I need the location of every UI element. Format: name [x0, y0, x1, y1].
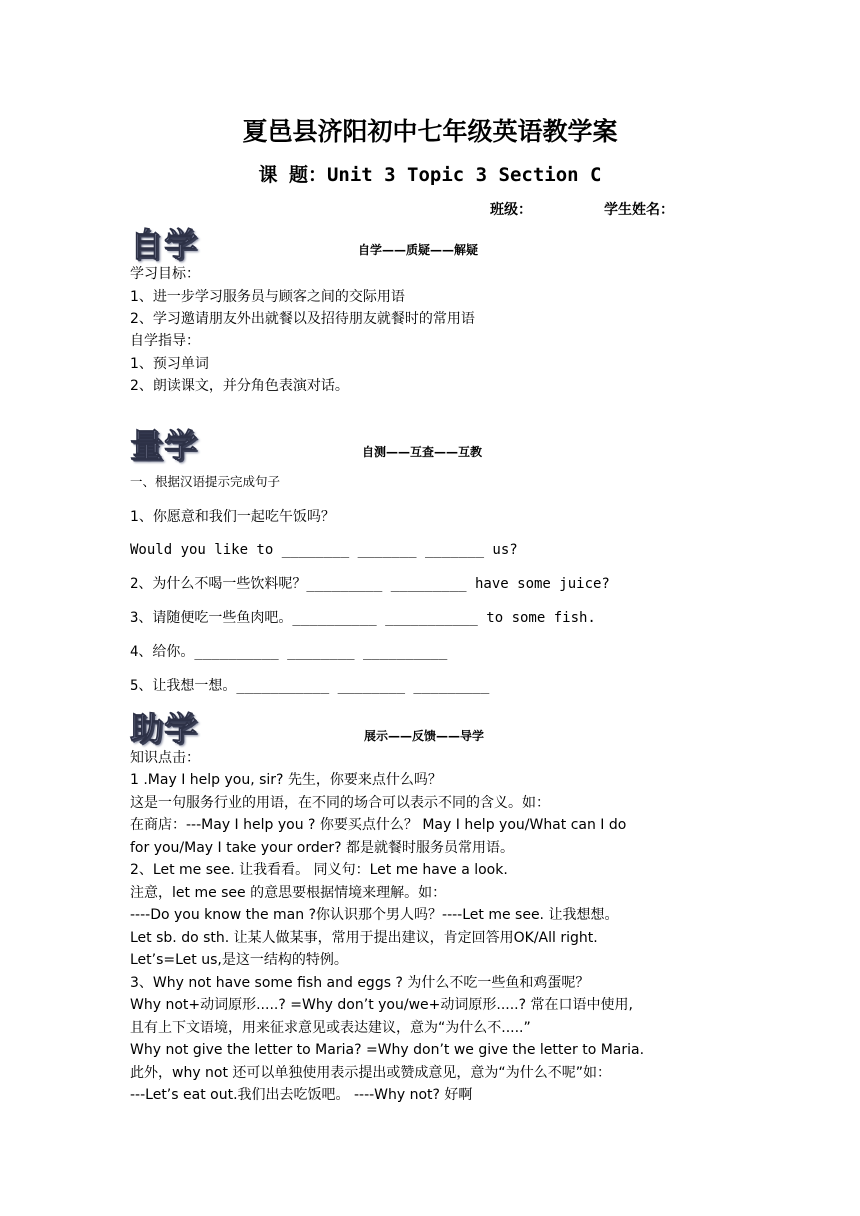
paragraph-line: 注意，let me see 的意思要根据情境来理解。如： — [130, 885, 447, 901]
exercise-item: 5、让我想一想。___________ ________ _________ — [130, 678, 490, 694]
paragraph-line: 3、Why not have some fish and eggs ? 为什么不吃一些鱼和鸡蛋呢？ — [130, 975, 590, 991]
paragraph-line: ----Do you know the man ?你认识那个男人吗？----Let me see. 让我想想。 — [130, 907, 619, 923]
paragraph-line: 1、进一步学习服务员与顾客之间的交际用语 — [130, 289, 405, 305]
exercise-item: 4、给你。__________ ________ __________ — [130, 644, 448, 660]
paragraph-line: Why not give the letter to Maria? =Why don’t we give the letter to Maria. — [130, 1042, 645, 1058]
self-test-badge: 量学 — [130, 426, 198, 465]
class-label: 班级： — [490, 202, 532, 218]
exercise-item: Would you like to ________ _______ _______ us? — [130, 542, 518, 558]
paragraph-line: 在商店：---May I help you ? 你要买点什么？ May I help you/What can I do — [130, 817, 627, 833]
paragraph-line: Let’s=Let us,是这一结构的特例。 — [130, 952, 348, 968]
exercise-item: 1、你愿意和我们一起吃午饭吗？ — [130, 509, 335, 525]
student-name-label: 学生姓名： — [604, 202, 674, 218]
section-heading-guided-study: 展示——反馈——导学 — [364, 729, 485, 743]
section-heading-self-study: 自学——质疑——解疑 — [358, 243, 479, 257]
paragraph-line: ---Let’s eat out.我们出去吃饭吧。 ----Why not? 好啊 — [130, 1087, 473, 1103]
paragraph-line: 此外，why not 还可以单独使用表示提出或赞成意见，意为“为什么不呢”如： — [130, 1065, 611, 1081]
section-heading-self-test: 自测——互查——互教 — [362, 445, 483, 459]
paragraph-line: 1 .May I help you, sir? 先生，你要来点什么吗？ — [130, 772, 442, 788]
paragraph-line: 1、预习单词 — [130, 356, 209, 372]
exercise-instructions: 一、根据汉语提示完成句子 — [130, 474, 281, 489]
paragraph-line: Why not+动词原形.....? =Why don’t you/we+动词原形.....? 常在口语中使用, — [130, 997, 633, 1013]
paragraph-line: 自学指导： — [130, 333, 200, 349]
paragraph-line: 2、Let me see. 让我看看。 同义句：Let me have a look. — [130, 862, 508, 878]
paragraph-line: 2、朗读课文，并分角色表演对话。 — [130, 378, 349, 394]
paragraph-line: 学习目标： — [130, 266, 200, 282]
lesson-subtitle: 课 题：Unit 3 Topic 3 Section C — [258, 164, 602, 186]
paragraph-line: 2、学习邀请朋友外出就餐以及招待朋友就餐时的常用语 — [130, 311, 475, 327]
guided-study-badge: 助学 — [130, 709, 198, 748]
paragraph-line: 这是一句服务行业的用语，在不同的场合可以表示不同的含义。如： — [130, 795, 550, 811]
exercise-item: 3、请随便吃一些鱼肉吧。__________ ___________ to some fish. — [130, 610, 596, 626]
paragraph-line: 知识点击： — [130, 750, 200, 766]
exercise-item: 2、为什么不喝一些饮料呢？_________ _________ have some juice? — [130, 576, 610, 592]
self-study-badge: 自学 — [130, 225, 198, 264]
paragraph-line: for you/May I take your order? 都是就餐时服务员常用语。 — [130, 840, 514, 856]
paragraph-line: Let sb. do sth. 让某人做某事，常用于提出建议，肯定回答用OK/All right. — [130, 930, 598, 946]
paragraph-line: 且有上下文语境，用来征求意见或表达建议，意为“为什么不.....” — [130, 1020, 531, 1036]
page-title: 夏邑县济阳初中七年级英语教学案 — [242, 117, 618, 146]
